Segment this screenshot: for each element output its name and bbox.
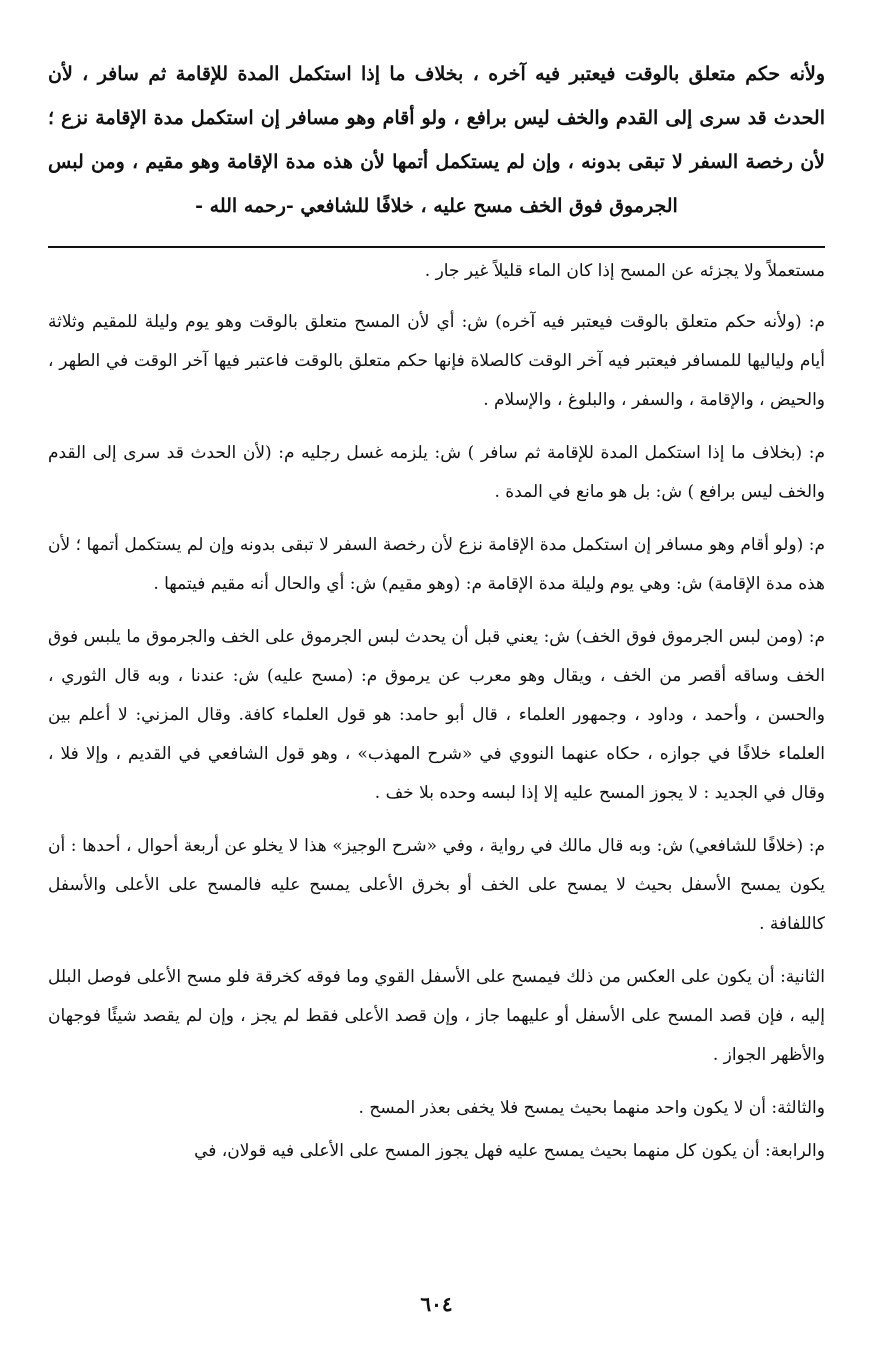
commentary-paragraph: الثانية: أن يكون على العكس من ذلك فيمسح على الأسفل القوي وما فوقه كخرقة فلو مسح الأعلى فوصل البلل إليه ، فإن قصد المسح على الأسفل أو عليهما جاز ، وإن قصد الأعلى فقط لم يجز ، وإن لم يقصد شيئًا فوجهان والأظهر الجواز . [48, 967, 825, 1065]
commentary-paragraph: مستعملاً ولا يجزئه عن المسح إذا كان الماء قليلاً غير جار . [424, 261, 825, 281]
commentary-paragraph: م: (ومن لبس الجرموق فوق الخف) ش: يعني قبل أن يحدث لبس الجرموق على الخف والجرموق ما يلبس فوق الخف وساقه أقصر من الخف ، ويقال وهو معرب عن يرموق م: (مسح عليه) ش: عندنا ، وبه قال الثوري ، والحسن ، وأحمد ، وداود ، وجمهور العلماء ، قال أبو حامد: هو قول العلماء كافة. وقال المزني: لا أعلم بين العلماء خلافًا في جوازه ، حكاه عنهما النووي في «شرح المهذب» ، وهو قول الشافعي في القديم ، وإلا فلا ، وقال في الجديد : لا يجوز المسح عليه إلا إذا لبسه وحده بلا خف . [48, 627, 825, 803]
matn-text: ولأنه حكم متعلق بالوقت فيعتبر فيه آخره ، بخلاف ما إذا استكمل المدة للإقامة ثم سافر ، لأن الحدث قد سرى إلى القدم والخف ليس برافع ، ولو أقام وهو مسافر إن استكمل مدة الإقامة نزع ؛ لأن رخصة السفر لا تبقى بدونه ، وإن لم يستكمل أتمها لأن هذه مدة الإقامة وهو مقيم ، ومن لبس الجرموق فوق الخف مسح عليه ، خلافًا للشافعي -رحمه الله - [48, 63, 825, 217]
commentary-paragraph: م: (بخلاف ما إذا استكمل المدة للإقامة ثم سافر ) ش: يلزمه غسل رجليه م: (لأن الحدث قد سرى إلى القدم والخف ليس برافع ) ش: بل هو مانع في المدة . [48, 443, 825, 502]
commentary [48, 252, 825, 1185]
section-divider [48, 246, 825, 248]
commentary-paragraph: والثالثة: أن لا يكون واحد منهما بحيث يمسح فلا يخفى بعذر المسح . [358, 1098, 825, 1118]
commentary-paragraph: م: (ولو أقام وهو مسافر إن استكمل مدة الإقامة نزع لأن رخصة السفر لا تبقى بدونه وإن لم يستكمل أتمها ؛ لأن هذه مدة الإقامة) ش: وهي يوم وليلة مدة الإقامة م: (وهو مقيم) ش: أي والحال أنه مقيم فيتمها . [48, 535, 825, 594]
page-number: ٦٠٤ [420, 1292, 453, 1316]
commentary-paragraph: م: (خلافًا للشافعي) ش: وبه قال مالك في رواية ، وفي «شرح الوجيز» هذا لا يخلو عن أربعة أحوال ، أحدها : أن يكون يمسح الأسفل بحيث لا يمسح على الخف أو بخرق الأعلى يمسح عليه فالمسح على الأعلى والأسفل كاللفافة . [48, 836, 825, 934]
commentary-paragraph: م: (ولأنه حكم متعلق بالوقت فيعتبر فيه آخره) ش: أي لأن المسح متعلق بالوقت وهو يوم وليلة للمقيم وثلاثة أيام ولياليها للمسافر فيعتبر فيه آخر الوقت كالصلاة فإنها حكم متعلق بالوقت فاعتبر فيها آخر الوقت في الطهر ، والحيض ، والإقامة ، والسفر ، والبلوغ ، والإسلام . [48, 312, 825, 410]
commentary-paragraph: والرابعة: أن يكون كل منهما بحيث يمسح عليه فهل يجوز المسح على الأعلى فيه قولان، في [194, 1141, 825, 1161]
